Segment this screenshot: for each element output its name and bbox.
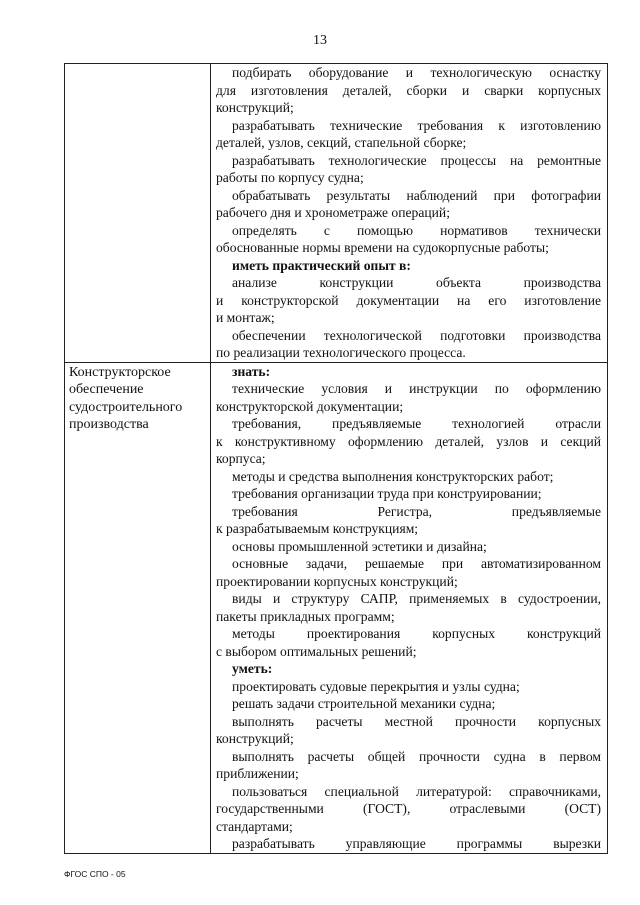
text-line: определять с помощью нормативов технически xyxy=(232,222,601,238)
text-line: с выбором оптимальных решений; xyxy=(216,643,417,659)
text-line: государственными (ГОСТ), отраслевыми (ОСТ) xyxy=(216,801,601,816)
competency-table xyxy=(64,63,608,854)
text-line: разрабатывать технические требования к изготовлению xyxy=(232,117,601,133)
text-line: деталей, узлов, секций, стапельной сборке; xyxy=(216,135,467,150)
section-heading: знать: xyxy=(232,363,271,379)
text-line: конструкторской документации; xyxy=(216,398,404,414)
text-line: требования Регистра, предъявляемые xyxy=(232,503,601,519)
text-line: конструкций; xyxy=(216,731,294,746)
text-line: и конструкторской документации на его изготовление xyxy=(216,292,601,308)
text-line: проектировать судовые перекрытия и узлы судна; xyxy=(232,678,520,694)
text-line: рабочего дня и хронометраже операций; xyxy=(216,205,450,220)
table-row xyxy=(65,64,608,363)
text-line: приближении; xyxy=(216,766,299,781)
text-line: пакеты прикладных программ; xyxy=(216,608,395,624)
section-heading: уметь: xyxy=(232,661,273,676)
text-line: выполнять расчеты местной прочности корпусных xyxy=(232,713,601,729)
text-line: пользоваться специальной литературой: справочниками, xyxy=(232,783,601,799)
text-line: технические условия и инструкции по оформлению xyxy=(232,381,601,396)
text-line: конструкций; xyxy=(216,100,294,115)
text-line: для изготовления деталей, сборки и сварки корпусных xyxy=(216,82,601,98)
text-line: требования организации труда при конструировании; xyxy=(232,486,542,501)
section-heading: иметь практический опыт в: xyxy=(232,257,411,273)
text-line: виды и структуру САПР, применяемых в судостроении, xyxy=(232,591,601,606)
text-line: подбирать оборудование и технологическую оснастку xyxy=(232,65,601,80)
text-line: разрабатывать технологические процессы на ремонтные xyxy=(232,152,601,168)
text-line: методы и средства выполнения конструкторских работ; xyxy=(232,468,554,484)
text-line: к конструктивному оформлению деталей, узлов и секций xyxy=(216,433,601,449)
text-line: решать задачи строительной механики судна; xyxy=(232,696,496,711)
table-row xyxy=(65,362,608,853)
text-line: разрабатывать управляющие программы вырезки xyxy=(232,836,601,851)
requirements-cell xyxy=(211,362,608,853)
text-line: к разрабатываемым конструкциям; xyxy=(216,521,419,536)
module-name-cell: Конструкторское обеспечение судостроительного производства xyxy=(65,362,211,853)
text-line: корпуса; xyxy=(216,451,266,466)
text-line: обрабатывать результаты наблюдений при фотографии xyxy=(232,187,601,203)
text-line: обоснованные нормы времени на судокорпусные работы; xyxy=(216,240,549,255)
text-line: анализе конструкции объекта производства xyxy=(232,275,601,290)
text-line: обеспечении технологической подготовки производства xyxy=(232,327,601,343)
module-name-cell xyxy=(65,64,211,363)
text-line: работы по корпусу судна; xyxy=(216,170,364,185)
text-line: основные задачи, решаемые при автоматизированном xyxy=(232,556,601,571)
text-line: требования, предъявляемые технологией отрасли xyxy=(232,416,601,431)
document-footer: ФГОС СПО - 05 xyxy=(64,869,126,879)
text-line: стандартами; xyxy=(216,818,293,834)
requirements-cell xyxy=(211,64,608,363)
text-line: по реализации технологического процесса. xyxy=(216,345,466,360)
text-line: и монтаж; xyxy=(216,310,275,325)
text-line: проектировании корпусных конструкций; xyxy=(216,573,458,589)
text-line: методы проектирования корпусных конструкций xyxy=(232,626,601,641)
page-number: 13 xyxy=(313,33,327,48)
text-line: основы промышленной эстетики и дизайна; xyxy=(232,538,487,554)
text-line: выполнять расчеты общей прочности судна в первом xyxy=(232,748,601,764)
